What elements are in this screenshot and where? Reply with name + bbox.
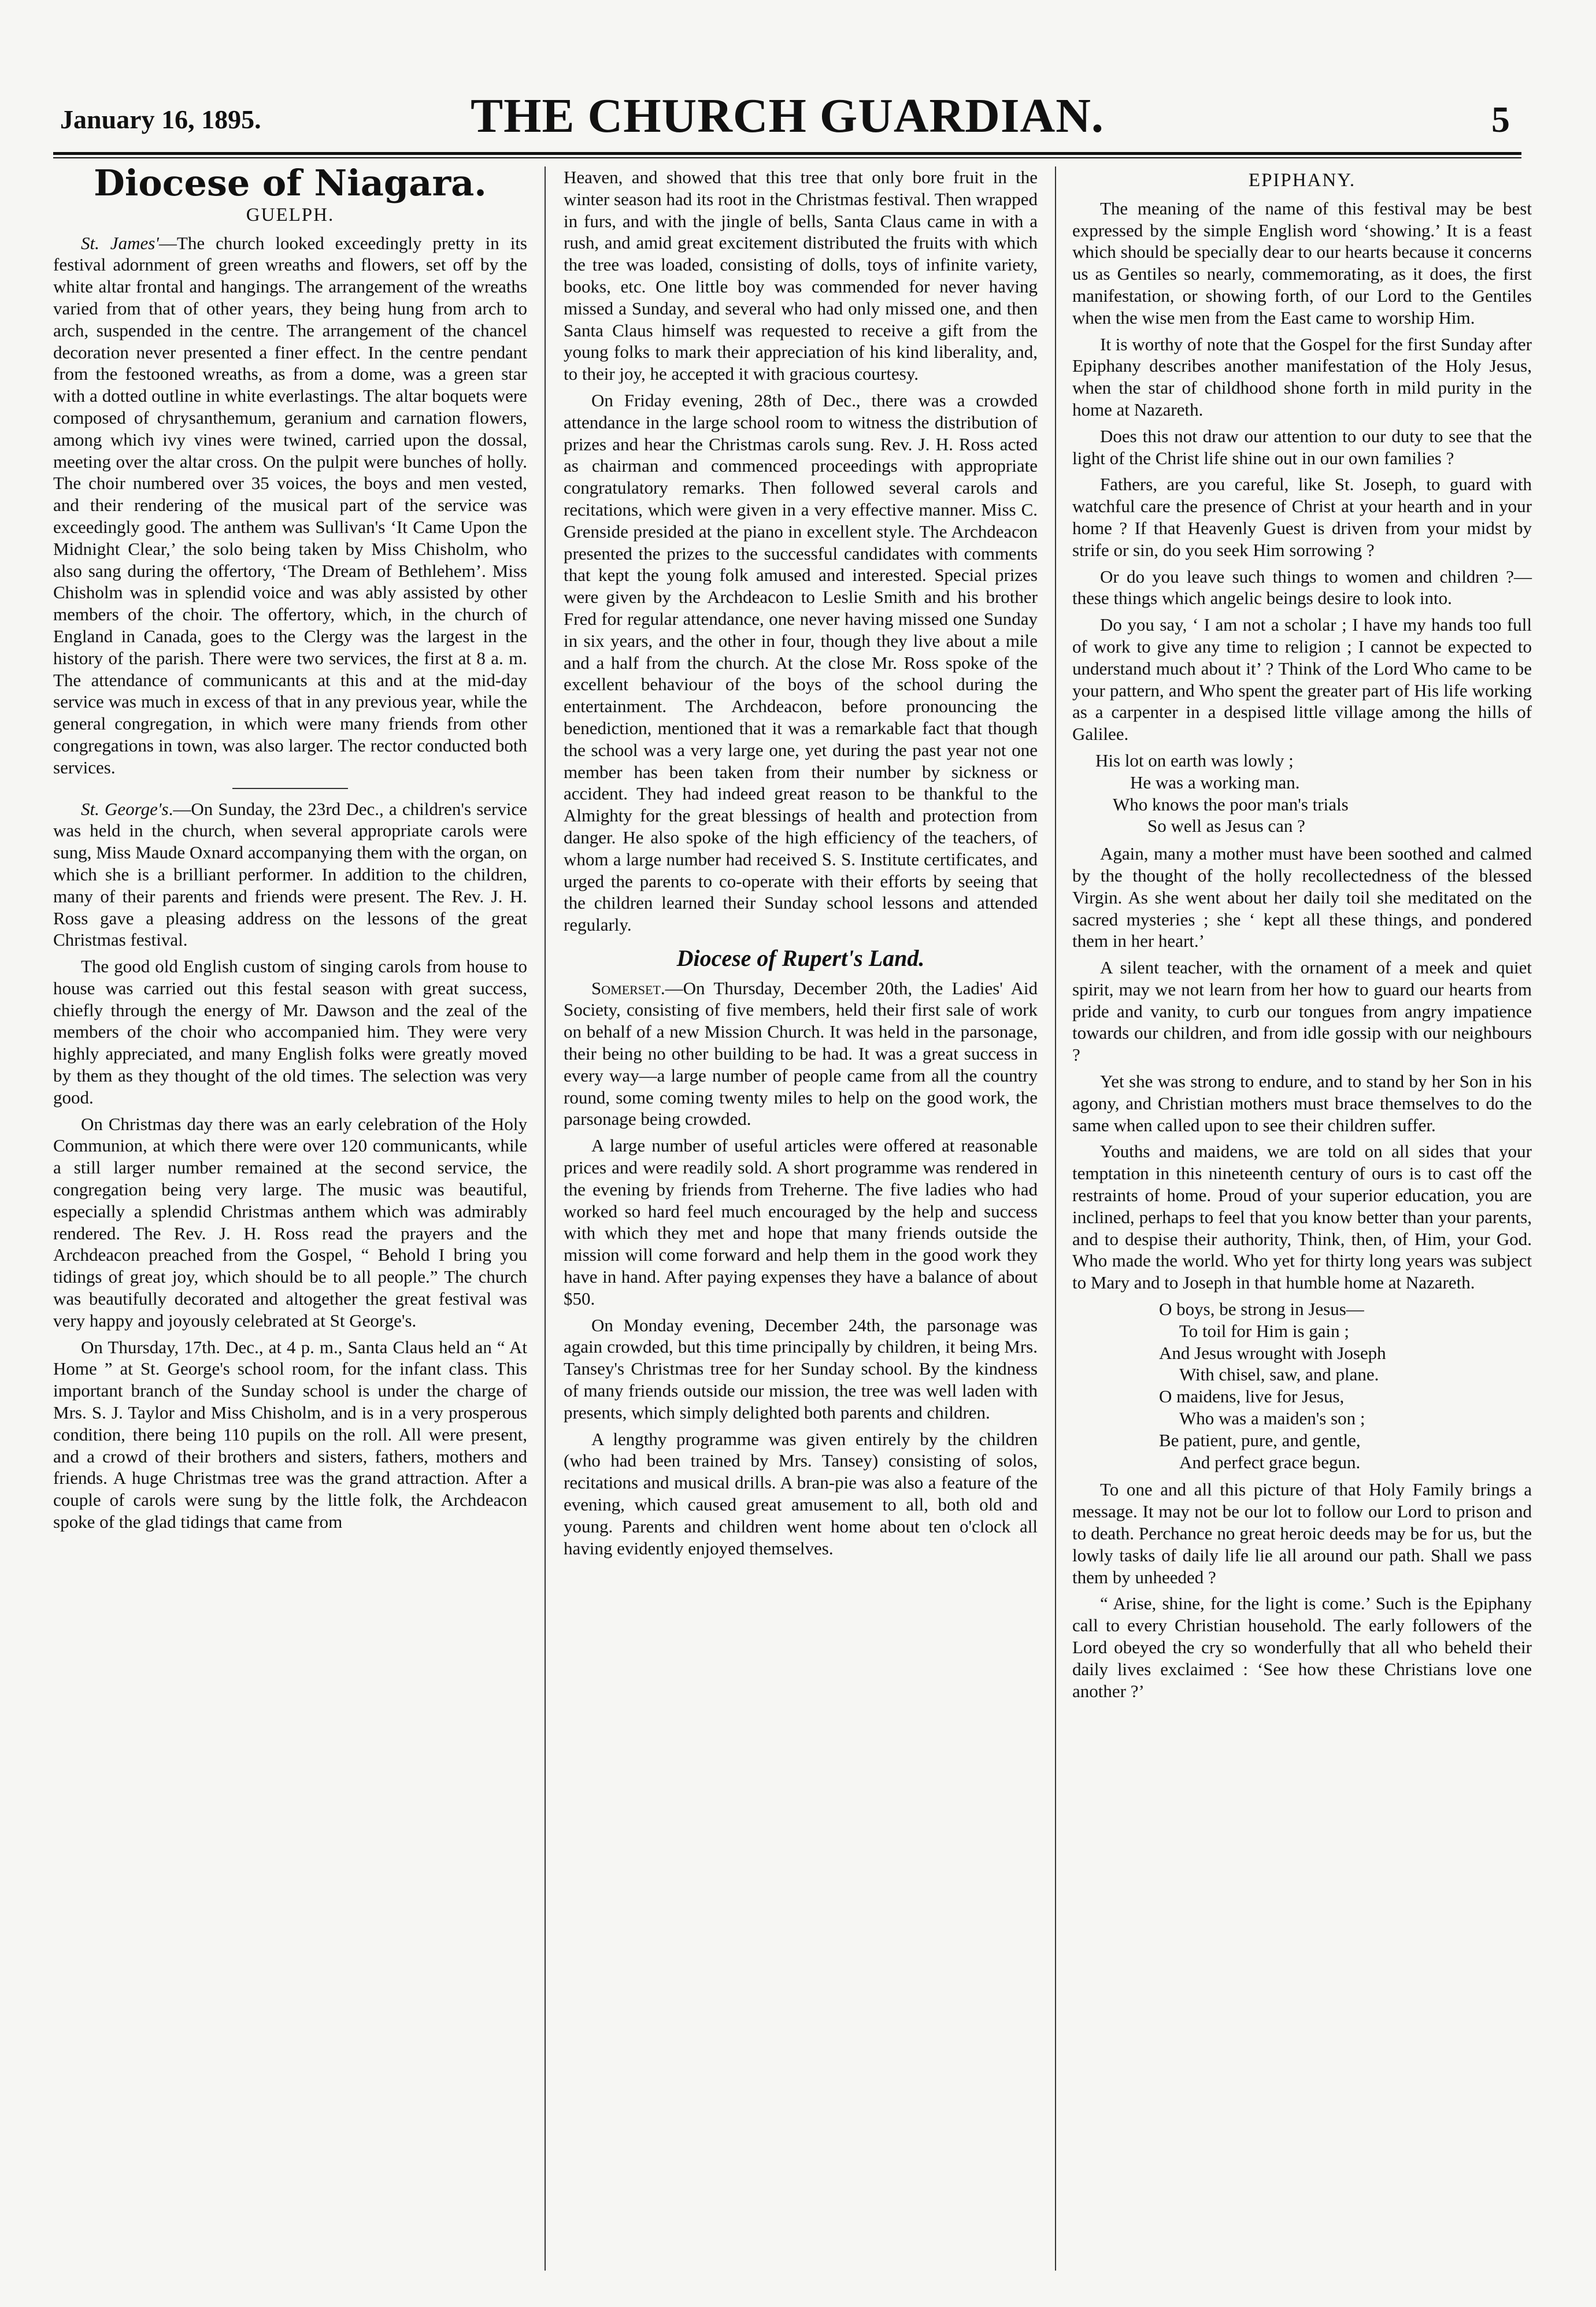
- paragraph-text: .—On Sunday, the 23rd Dec., a children's service was held in the church, when several appropriate carols were sung, Miss Maude Oxnard accompanying them with the organ, on which she is a brilliant performer. In addition to the children, many of their parents and friends were present. The Rev. J. H. Ross gave a pleasing address on the lessons of the great Christmas festival.: [53, 798, 527, 950]
- epiphany-paragraph: The meaning of the name of this festival may be best expressed by the simple English word ‘showing.’ It is a feast which should be specially dear to our hearts because it concerns us as Gentiles so nearly, commemorating, as it does, the first manifestation, or showing forth, of our Lord to the Gentiles when the wise men from the East came to worship Him.: [1072, 198, 1532, 328]
- paragraph-text: —On Thursday, December 20th, the Ladies' Aid Society, consisting of five members, held their first sale of work on behalf of a new Mission Church. It was held in the parsonage, their being no other building to be had. It was a great success in every way—a large number of people came from all the country round, some coming twenty miles to help on the good work, the parsonage being crowded.: [564, 977, 1038, 1130]
- column-divider-1: [545, 166, 546, 2271]
- epiphany-paragraph: “ Arise, shine, for the light is come.’ Such is the Epiphany call to every Christian household. The early followers of the Lord obeyed the cry so wonderfully that all who beheld their daily lives exclaimed : ‘See how these Christians love one another ?’: [1072, 1593, 1532, 1701]
- verse-line: So well as Jesus can ?: [1147, 816, 1305, 836]
- niagara-paragraph: [53, 798, 527, 951]
- issue-date: January 16, 1895.: [60, 105, 261, 134]
- masthead: [53, 87, 1521, 150]
- verse-line: With chisel, saw, and plane.: [1179, 1364, 1379, 1385]
- paragraph-lead: Somerset.: [591, 977, 665, 998]
- verse-line: His lot on earth was lowly ;: [1095, 750, 1294, 771]
- niagara-paragraph: On Friday evening, 28th of Dec., there was a crowded attendance in the large school room to witness the distribution of prizes and hear the Christmas carols sung. Rev. J. H. Ross acted as chairman and commenced proceedings with appropriate congratulatory remarks. Then followed several carols and recitations, which were given in a very effective manner. Miss C. Grenside presided at the piano in excellent style. The Archdeacon presented the prizes to the successful candidates with comments that kept the young folk amused and interested. Special prizes were given by the Archdeacon to Leslie Smith and his brother Fred for regular attendance, one never having missed one Sunday in six years, and the other in four, though they live about a mile and a half from the church. At the close Mr. Ross spoke of the excellent behaviour of the boys of the school during the entertainment. The Archdeacon, before pronouncing the benediction, mentioned that it was a remarkable fact that though the school was a very large one, yet during the past year not one member has been taken from their number by sickness or accident. They had indeed great reason to be thankful to the Almighty for the great blessings of health and protection from danger. He also spoke of the high efficiency of the teachers, of whom a large number had received S. S. Institute certificates, and urged the parents to co-operate with their efforts by seeing that the children learned their Sunday school lessons and attended regularly.: [564, 390, 1038, 935]
- epiphany-paragraph: Fathers, are you careful, like St. Joseph, to guard with watchful care the presence of Christ at your hearth and in your home ? If that Heavenly Guest is driven from your midst by strife or sin, do you seek Him sorrowing ?: [1072, 474, 1532, 560]
- epiphany-paragraph: Youths and maidens, we are told on all sides that your temptation in this nineteenth century of ours is to cast off the restraints of home. Proud of your superior education, you are inclined, perhaps to feel that you know better than your parents, and to despise their authority, Think, then, of Him, your God. Who made the world. Who yet for thirty long years was subject to Mary and to Joseph in that humble home at Nazareth.: [1072, 1141, 1532, 1293]
- header-rule-thick: [53, 152, 1521, 155]
- column-2: [564, 166, 1038, 1564]
- page-number: 5: [1491, 99, 1510, 140]
- hymn-verse-2: [1072, 1298, 1532, 1473]
- epiphany-paragraph: To one and all this picture of that Holy Family brings a message. It may not be our lot to follow our Lord to prison and to death. Perchance no great heroic deeds may be for us, but the lowly tasks of daily life lie all around our path. Shall we pass them by unheeded ?: [1072, 1479, 1532, 1587]
- verse-line: Who was a maiden's son ;: [1179, 1408, 1365, 1429]
- hymn-verse-1: [1072, 750, 1532, 837]
- ruperts-paragraph: A large number of useful articles were offered at reasonable prices and were readily sold. A short programme was rendered in the evening by friends from Treherne. The five ladies who had worked so hard feel much encouraged by the help and success with which they met and hope that many friends outside the mission will come forward and help them in the good work they have in hand. After paying expenses they have a balance of about $50.: [564, 1135, 1038, 1309]
- niagara-paragraph: On Thursday, 17th. Dec., at 4 p. m., Santa Claus held an “ At Home ” at St. George's school room, for the infant class. This important branch of the Sunday school is under the charge of Mrs. S. J. Taylor and Miss Chisholm, and is in a very prosperous condition, there being 110 pupils on the roll. All were present, and a crowd of their brothers and sisters, fathers, mothers and friends. A huge Christmas tree was the grand attraction. After a couple of carols were sung by the little folk, the Archdeacon spoke of the glad tidings that came from: [53, 1336, 527, 1532]
- ruperts-paragraph: [564, 977, 1038, 1131]
- column-3: [1072, 166, 1532, 1706]
- niagara-paragraph: On Christmas day there was an early celebration of the Holy Communion, at which there were over 120 communicants, while a still larger number remained at the second service, the congregation being very large. The music was beautiful, especially a splendid Christmas anthem which was admirably rendered. The Rev. J. H. Ross read the prayers and the Archdeacon preached from the Gospel, “ Behold I bring you tidings of great joy, which should be to all people.” The church was beautifully decorated and altogether the great festival was very happy and joyously celebrated at St George's.: [53, 1113, 527, 1331]
- section-separator: [232, 788, 348, 789]
- niagara-paragraph: The good old English custom of singing carols from house to house was carried out this festal season with great success, chiefly through the energy of Mr. Dawson and the zeal of the members of the choir who accompanied him. They were very highly appreciated, and many English folks were greatly moved by them as they thought of the old times. The selection was very good.: [53, 956, 527, 1108]
- verse-line: O maidens, live for Jesus,: [1159, 1386, 1345, 1407]
- niagara-title: Diocese of Niagara.: [94, 162, 487, 204]
- niagara-paragraph: Heaven, and showed that this tree that only bore fruit in the winter season had its root in the Christmas festival. Then wrapped in furs, and with the jingle of bells, Santa Claus came in with a rush, and amid great excitement distributed the fruits with which the tree was loaded, consisting of dolls, toys of infinite variety, books, etc. One little boy was commended for never having missed a Sunday, and several who had only missed one, and then Santa Claus himself was requested to receive a gift from the young folks to mark their appreciation of his kind liberality, and, to their joy, he accepted it with gracious courtesy.: [564, 167, 1038, 384]
- epiphany-paragraph: Again, many a mother must have been soothed and calmed by the thought of the holly recollectedness of the blessed Virgin. As she went about her daily toil she meditated on the sacred mysteries ; she ‘ kept all these things, and pondered them in her heart.’: [1072, 843, 1532, 951]
- paper-title: THE CHURCH GUARDIAN.: [471, 89, 1104, 143]
- paragraph-lead: St. George's: [81, 798, 169, 819]
- epiphany-title: EPIPHANY.: [1248, 170, 1356, 191]
- verse-line: Who knows the poor man's trials: [1113, 794, 1349, 814]
- paragraph-text: —The church looked exceedingly pretty in its festival adornment of green wreaths and flowers, set off by the white altar frontal and hangings. The arrangement of the wreaths varied from that of other years, they being hung from arch to arch, suspended in the centre. The arrangement of the chancel decoration never presented a finer effect. In the centre pendant from the festooned wreaths, as from a dome, was a green star with a dotted outline in white everlastings. The altar boquets were composed of chrysanthemum, geranium and carnation flowers, among which ivy vines were twined, carried upon the dossal, meeting over the altar cross. On the pulpit were bunches of holly. The choir numbered over 35 voices, the boys and men vested, and their rendering of the musical part of the service was exceedingly good. The anthem was Sullivan's ‘It Came Upon the Midnight Clear,’ the solo being taken by Miss Chisholm, who also sang during the offertory, ‘The Dream of Bethlehem’. Miss Chisholm was in splendid voice and was ably assisted by other members of the choir. The offertory, which, in the church of England in Canada, goes to the Clergy was the largest in the history of the parish. There were two services, the first at 8 a. m. The attendance of communicants at this and at the mid-day service was much in excess of that in any previous year, while the general congregation, in which were many friends from other congregations in town, was also larger. The rector conducted both services.: [53, 232, 527, 777]
- column-divider-2: [1055, 166, 1056, 2271]
- ruperts-paragraph: A lengthy programme was given entirely by the children (who had been trained by Mrs. Tansey) consisting of solos, recitations and musical drills. A bran-pie was also a feature of the evening, which caused great amusement to all, both old and young. Parents and children went home about ten o'clock all having evidently enjoyed themselves.: [564, 1428, 1038, 1558]
- verse-line: And Jesus wrought with Joseph: [1159, 1342, 1386, 1363]
- column-1: [53, 162, 527, 1538]
- verse-line: He was a working man.: [1130, 772, 1300, 793]
- epiphany-paragraph: Yet she was strong to endure, and to stand by her Son in his agony, and Christian mothers must brace themselves to do the same when called upon to see their children suffer.: [1072, 1071, 1532, 1135]
- verse-line: To toil for Him is gain ;: [1179, 1320, 1350, 1341]
- verse-line: And perfect grace begun.: [1179, 1451, 1361, 1472]
- epiphany-paragraph: Do you say, ‘ I am not a scholar ; I have my hands too full of work to give any time to religion ; I cannot be expected to understand much about it’ ? Think of the Lord Who came to be your pattern, and Who spent the greater part of His life working as a carpenter in a despised little village among the hills of Galilee.: [1072, 614, 1532, 745]
- verse-line: Be patient, pure, and gentle,: [1159, 1430, 1361, 1450]
- paragraph-lead: St. James': [81, 232, 159, 253]
- epiphany-paragraph: A silent teacher, with the ornament of a meek and quiet spirit, may we not learn from her how to guard our hearts from pride and vanity, to curb our tongues from angry impatience towards our children, and from idle gossip with our neighbours ?: [1072, 957, 1532, 1065]
- verse-line: O boys, be strong in Jesus—: [1159, 1299, 1364, 1320]
- epiphany-paragraph: Does this not draw our attention to our duty to see that the light of the Christ life shine out in our own families ?: [1072, 425, 1532, 468]
- epiphany-paragraph: Or do you leave such things to women and children ?—these things which angelic beings desire to look into.: [1072, 566, 1532, 609]
- header-rule-thin: [53, 157, 1521, 158]
- ruperts-land-title: Diocese of Rupert's Land.: [676, 945, 925, 971]
- guelph-subtitle: GUELPH.: [246, 204, 335, 225]
- epiphany-paragraph: It is worthy of note that the Gospel for the first Sunday after Epiphany describes another manifestation of the Holy Jesus, when the star of childhood shone forth in mild purity in the home at Nazareth.: [1072, 334, 1532, 420]
- ruperts-paragraph: On Monday evening, December 24th, the parsonage was again crowded, but this time principally by children, it being Mrs. Tansey's Christmas tree for her Sunday school. By the kindness of many friends outside our mission, the tree was well laden with presents, which simply delighted both parents and children.: [564, 1314, 1038, 1423]
- niagara-paragraph: [53, 232, 527, 779]
